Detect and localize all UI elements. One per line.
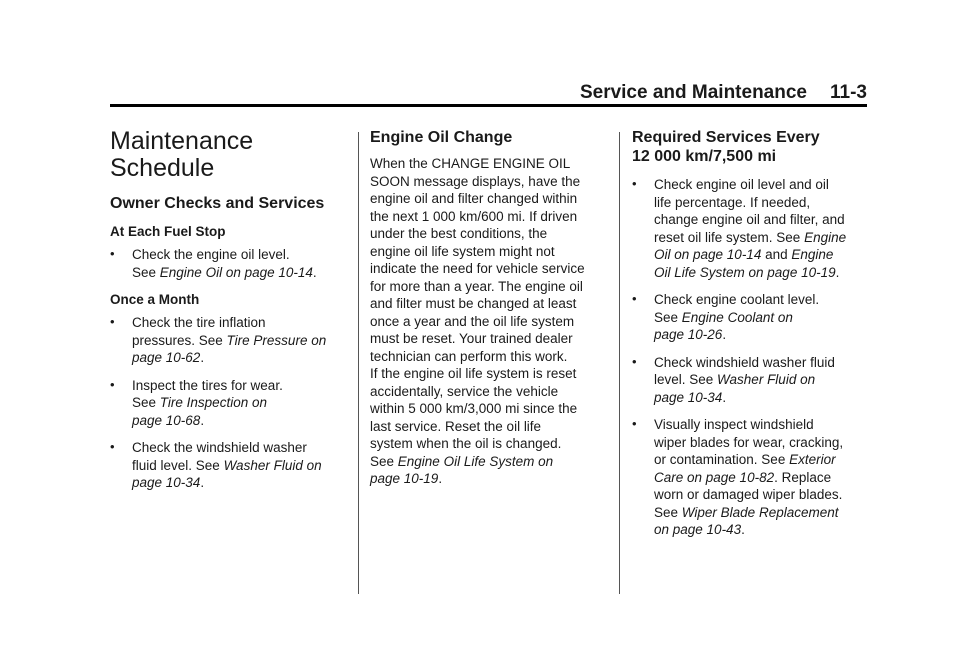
column-1 xyxy=(110,128,345,502)
bullet-icon: • xyxy=(110,439,115,454)
bullet-icon: • xyxy=(632,291,637,306)
cross-reference-link[interactable]: Tire Inspection on xyxy=(159,395,267,410)
bullet-icon: • xyxy=(110,376,115,392)
cross-reference-link[interactable]: Engine Oil on page 10-14 xyxy=(159,264,313,280)
cross-reference-link[interactable]: Engine Oil Life System on xyxy=(397,453,554,469)
list-item: • Check the windshield washer fluid level. See Washer Fluid on page 10-34. xyxy=(110,439,322,490)
column-3 xyxy=(632,128,872,549)
cross-reference-link[interactable]: Exterior xyxy=(789,452,836,467)
column-divider xyxy=(358,132,359,594)
cross-reference-link[interactable]: on page 10-43 xyxy=(654,522,742,537)
list-item: • Check engine coolant level. See Engine Coolant on page 10-26. xyxy=(632,291,820,342)
section-title: Service and Maintenance xyxy=(579,82,807,103)
page-title: Maintenance Schedule xyxy=(110,127,254,182)
cross-reference-link[interactable]: Tire Pressure on xyxy=(226,332,327,348)
page-header xyxy=(110,78,867,107)
cross-reference-link[interactable]: Oil Life System on page 10-19 xyxy=(654,264,836,280)
fuel-stop-heading: At Each Fuel Stop xyxy=(110,224,226,239)
cross-reference-link[interactable]: page 10-19 xyxy=(370,471,439,486)
cross-reference-link[interactable]: page 10-34 xyxy=(654,389,723,405)
bullet-icon: • xyxy=(632,416,637,431)
list-item: • Check the engine oil level. See Engine Oil on page 10-14. xyxy=(110,246,317,280)
engine-oil-paragraph: When the CHANGE ENGINE OIL SOON message displays, have the engine oil and filter changed within the next 1 000 km/600 mi. If driven under the best conditions, the engine oil life system might not indicate the need for vehicle service for more than a year. The engine oil and filter must be changed at least once a year and the oil life system must be reset. Your trained dealer technician can perform this work. If the engine oil life system is reset accidentally, service the vehicle within 5 000 km/3,000 mi since the last service. Reset the oil life system when the oil is changed. See Engine Oil Life System on page 10-19. xyxy=(370,156,585,486)
page-number: 11-3 xyxy=(830,82,867,103)
bullet-icon: • xyxy=(632,353,637,369)
cross-reference-link[interactable]: page 10-62 xyxy=(132,350,201,365)
bullet-icon: • xyxy=(632,176,637,191)
cross-reference-link[interactable]: Washer Fluid on xyxy=(717,372,816,387)
cross-reference-link[interactable]: Engine xyxy=(804,229,847,245)
bullet-icon: • xyxy=(110,246,115,261)
cross-reference-link[interactable]: Care on page 10-82 xyxy=(654,469,775,485)
cross-reference-link[interactable]: Oil on page 10-14 xyxy=(654,247,762,262)
cross-reference-link[interactable]: Wiper Blade Replacement xyxy=(681,504,839,520)
list-item: • Check windshield washer fluid level. See Washer Fluid on page 10-34. xyxy=(632,353,835,405)
cross-reference-link[interactable]: Engine Coolant on xyxy=(681,309,793,325)
bullet-icon: • xyxy=(110,314,115,329)
cross-reference-link[interactable]: page 10-34 xyxy=(132,475,201,490)
list-item: • Check engine oil level and oil life percentage. If needed, change engine oil and filter, and reset oil life system. See Engine Oil on page 10-14 and Engine Oil Life System on page 10-19. xyxy=(632,176,847,280)
column-divider xyxy=(619,132,620,594)
subsection-title: Owner Checks and Services xyxy=(110,195,325,212)
cross-reference-link[interactable]: page 10-26 xyxy=(654,327,723,342)
column-2 xyxy=(370,128,605,488)
engine-oil-heading: Engine Oil Change xyxy=(370,129,513,146)
list-item: • Visually inspect windshield wiper blades for wear, cracking, or contamination. See Exterior Care on page 10-82. Replace worn or damaged wiper blades. See Wiper Blade Replacement on page 10-43. xyxy=(632,416,844,537)
list-item: • Inspect the tires for wear. See Tire Inspection on page 10-68. xyxy=(110,376,283,428)
required-services-heading: Required Services Every 12 000 km/7,500 mi xyxy=(632,129,820,165)
cross-reference-link[interactable]: Engine xyxy=(791,247,834,262)
cross-reference-link[interactable]: page 10-68 xyxy=(132,412,201,428)
list-item: • Check the tire inflation pressures. See Tire Pressure on page 10-62. xyxy=(110,314,327,365)
cross-reference-link[interactable]: Washer Fluid on xyxy=(223,457,322,473)
monthly-heading: Once a Month xyxy=(110,292,200,307)
